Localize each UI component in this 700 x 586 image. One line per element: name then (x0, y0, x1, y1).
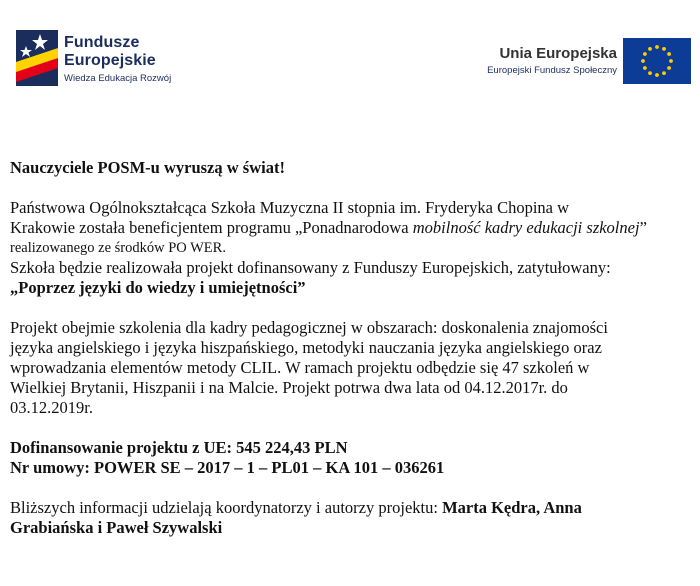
intro-line-4: Szkoła będzie realizowała projekt dofinansowany z Funduszy Europejskich, zatytułowany: (10, 258, 611, 277)
intro-paragraph (10, 198, 695, 298)
contact-line-1 (10, 498, 695, 518)
contact-paragraph (10, 498, 695, 538)
document-header (0, 0, 700, 100)
contact-names-2: Grabiańska i Paweł Szywalski (10, 518, 223, 537)
intro-line-2-end: ” (639, 218, 647, 237)
document-body (10, 158, 695, 538)
intro-line-1: Państwowa Ogólnokształcąca Szkoła Muzyczna II stopnia im. Fryderyka Chopina w (10, 198, 570, 217)
eu-flag-icon (623, 38, 691, 84)
eu-logo-line2: Europejski Fundusz Społeczny (487, 65, 617, 76)
description-line: języka angielskiego i języka hiszpańskiego, metodyki nauczania języka angielskiego oraz (10, 338, 602, 357)
unia-europejska-logo (462, 38, 692, 88)
project-title: „Poprzez języki do wiedzy i umiejętności” (10, 278, 306, 297)
fe-logo-line1: Fundusze (64, 34, 140, 51)
fundusze-europejskie-logo (14, 28, 204, 88)
funding-block (10, 438, 695, 478)
page-title: Nauczyciele POSM-u wyruszą w świat! (10, 158, 285, 177)
description-line: Projekt obejmie szkolenia dla kadry pedagogicznej w obszarach: doskonalenia znajomości (10, 318, 608, 337)
fe-logo-line2: Europejskie (64, 52, 156, 69)
fe-logo-tagline: Wiedza Edukacja Rozwój (64, 73, 172, 84)
description-line: 03.12.2019r. (10, 398, 93, 417)
intro-line-2-start: Krakowie została beneficjentem programu „Ponadnarodowa (10, 218, 413, 237)
fundusze-europejskie-wordmark (64, 34, 171, 84)
description-line: wprowadzania elementów metody CLIL. W ramach projektu odbędzie się 47 szkoleń w (10, 358, 590, 377)
agreement-number: Nr umowy: POWER SE – 2017 – 1 – PL01 – KA 101 – 036261 (10, 458, 445, 477)
intro-line-2 (10, 218, 695, 238)
intro-line-2-italic: mobilność kadry edukacji szkolnej (412, 218, 640, 237)
unia-europejska-wordmark (462, 45, 617, 76)
intro-line-3: realizowanego ze środków PO WER. (10, 240, 226, 256)
description-paragraph (10, 318, 695, 418)
funding-amount: Dofinansowanie projektu z UE: 545 224,43 PLN (10, 438, 348, 457)
fundusze-europejskie-emblem-icon (14, 28, 60, 88)
contact-names-1: Marta Kędra, Anna (442, 498, 582, 517)
contact-intro: Bliższych informacji udzielają koordynatorzy i autorzy projektu: (10, 498, 443, 517)
eu-logo-line1: Unia Europejska (499, 45, 617, 62)
description-line: Wielkiej Brytanii, Hiszpanii i na Malcie. Projekt potrwa dwa lata od 04.12.2017r. do (10, 378, 568, 397)
